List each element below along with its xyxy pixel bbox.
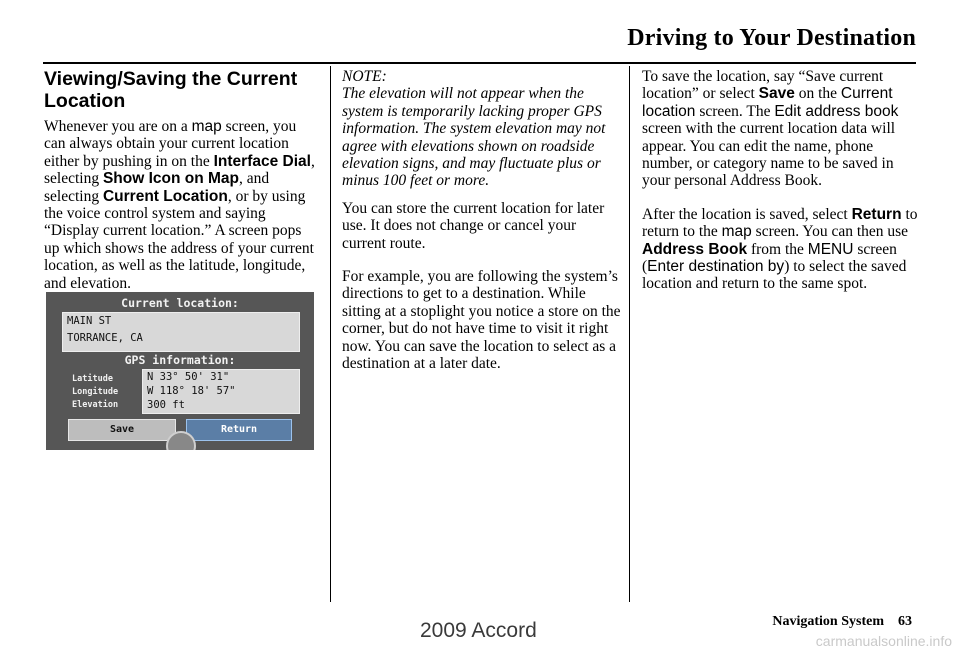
text-run: from the [747,240,808,258]
keyword-show-icon-on-map: Show Icon on Map [102,170,240,188]
paragraph-example: For example, you are following the system’s directions to get to a destination. While sitting at a stoplight you notice a store on the corner, but do not have time to visit it right now. You can save the location to select as a destination at a later date. [342,268,621,373]
keyword-interface-dial: Interface Dial [213,152,311,170]
text-run: screen ( [642,240,897,276]
intro-paragraph [44,118,320,292]
keyword-map: map [721,223,752,241]
text-run: screen. The [695,102,775,120]
paragraph-store-location: You can store the current location for later use. It does not change or cancel your current route. [342,199,605,252]
save-button[interactable]: Save [68,419,176,441]
column-3 [642,68,918,293]
text-run: After the location is saved, select [642,205,852,223]
column-divider-2 [629,66,630,602]
section-heading: Viewing/Saving the Current Location [44,68,298,112]
column-1 [44,68,320,292]
text-run: , or by using the voice control system and saying “Display current location.” A screen pops up which shows the address of your current location, as well as the latitude, longitude, and elevation. [44,187,314,292]
text-run: to return to the [642,205,918,241]
return-button[interactable]: Return [186,419,292,441]
watermark-model: 2009 Accord [420,619,537,642]
note-title: NOTE: [342,68,387,85]
page-title: Driving to Your Destination [627,25,916,51]
text-run: Whenever you are on a [44,118,192,135]
text-run: , and selecting [44,170,270,205]
text-run: screen with the current location data will appear. You can edit the name, phone number, or category name to be saved in your personal Address Book. [642,120,896,190]
text-run: ) to select the saved location and return to the same spot. [642,258,907,293]
address-line-2: TORRANCE, CA [67,332,143,344]
keyword-menu: MENU [807,240,854,258]
keyword-current-location: Current Location [102,187,228,205]
keyword-address-book: Address Book [642,240,748,258]
page-number: 63 [898,614,912,629]
keyword-save: Save [758,85,795,103]
header-rule [43,62,916,64]
keyword-return: Return [851,205,902,223]
column-divider-1 [330,66,331,602]
address-box [62,312,300,352]
text-run: screen. You can then use [751,223,909,241]
watermark-site: carmanualsonline.info [815,633,952,649]
gps-values-box [142,369,300,414]
elevation-value: 300 ft [147,399,185,411]
paragraph-save-location [642,68,918,190]
address-line-1: MAIN ST [67,315,112,327]
keyword-map: map [191,118,222,135]
latitude-value: N 33° 50' 31" [147,371,230,383]
footer-nav [772,614,912,630]
column-2 [342,68,622,373]
text-run: screen, you can always obtain your current location either by pushing in on the [44,118,297,170]
keyword-enter-destination-by: Enter destination by [647,258,785,276]
current-location-screen [46,292,314,450]
footer-section: Navigation System [772,614,884,629]
screen-title: Current location: [121,296,239,310]
keyword-edit-address-book: Edit address book [774,102,899,120]
label-longitude: Longitude [72,387,119,397]
gps-title: GPS information: [124,353,236,367]
text-run: To save the location, say “Save current location” or select [642,68,884,103]
longitude-value: W 118° 18' 57" [147,385,236,397]
paragraph-return [642,206,918,293]
label-elevation: Elevation [72,400,119,410]
note-body: The elevation will not appear when the system is temporarily lacking proper GPS information. The system elevation may not agree with elevations shown on roadside elevation signs, and may fluctuate plus or minus 100 feet or more. [342,85,606,190]
label-latitude: Latitude [72,374,113,384]
text-run: , selecting [44,152,315,188]
keyword-current-location-screen: Current location [642,85,893,120]
text-run: on the [794,85,841,103]
